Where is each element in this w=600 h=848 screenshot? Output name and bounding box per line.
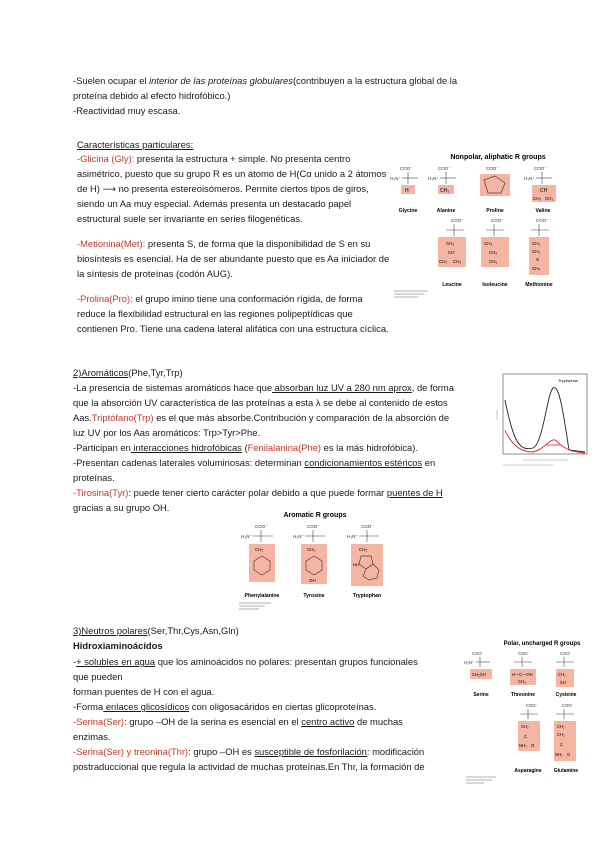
figure-polar-title: Polar, uncharged R groups bbox=[503, 641, 581, 647]
nh2-label: NH₂ bbox=[555, 752, 563, 757]
neutros-line-2: que pueden bbox=[73, 671, 123, 682]
label-tyrosine: Tyrosine bbox=[303, 593, 325, 599]
red-text: -Serina(Ser) bbox=[73, 716, 125, 727]
ch2oh-label: CH₂OH bbox=[472, 672, 486, 677]
underlined-text: + solubles en agua bbox=[76, 656, 156, 667]
neutros-line-4 bbox=[73, 700, 376, 713]
coo-label: COO⁻ bbox=[361, 524, 374, 529]
neutros-line-7 bbox=[73, 745, 424, 758]
gly-name: -Glicina (Gly): bbox=[77, 153, 135, 164]
coo-label: COO⁻ bbox=[307, 524, 320, 529]
intro-text: (contribuyen a la estructura global de la bbox=[292, 75, 458, 86]
ch3-label: CH₃ bbox=[545, 196, 554, 201]
intro-line-1 bbox=[73, 74, 457, 87]
ch-label: CH bbox=[540, 188, 548, 194]
underlined-text: puentes de H bbox=[386, 487, 443, 498]
underlined-text: absorban luz UV a 280 nm aprox bbox=[272, 382, 412, 393]
sh-label: SH bbox=[560, 680, 566, 685]
ch2-label: CH₂ bbox=[255, 547, 264, 552]
label-asparagine: Asparagine bbox=[514, 768, 542, 774]
figure-polar-uncharged bbox=[462, 637, 596, 787]
arom-line-1 bbox=[73, 381, 454, 394]
label-alanine: Alanine bbox=[436, 208, 456, 214]
pro-name: -Prolina(Pro): bbox=[77, 293, 133, 304]
gly-line-5: estructural suele ser invariante en series filogenéticas. bbox=[77, 213, 303, 224]
ch2-label: CH₂ bbox=[521, 724, 529, 729]
ch2-label: CH₂ bbox=[558, 672, 566, 677]
heading-subtitle: (Ser,Thr,Cys,Asn,Gln) bbox=[147, 625, 239, 636]
underlined-text: enlaces glicosídicos bbox=[103, 701, 190, 712]
ch3-label: CH₃ bbox=[484, 241, 493, 246]
red-text: Fenilalanina(Phe) bbox=[247, 442, 322, 453]
text: -Forma bbox=[73, 701, 104, 712]
c-label: C bbox=[524, 734, 528, 739]
ch2-label: CH₂ bbox=[489, 250, 498, 255]
ch3-label: CH₃ bbox=[453, 259, 462, 264]
text: con oligosacáridos en ciertas glicoproteínas. bbox=[189, 701, 377, 712]
coo-label: COO⁻ bbox=[451, 218, 464, 223]
coo-label: COO⁻ bbox=[491, 218, 504, 223]
coo-label: COO⁻ bbox=[534, 166, 547, 171]
section-heading-neutros bbox=[73, 624, 239, 637]
heading-subtitle: (Phe,Tyr,Trp) bbox=[128, 367, 183, 378]
met-name: -Metionina(Met): bbox=[77, 238, 146, 249]
underlined-text: condicionamientos estéricos bbox=[304, 457, 423, 468]
label-leucine: Leucine bbox=[442, 282, 462, 288]
nh2-label: NH₂ bbox=[519, 743, 527, 748]
ch3-label: CH₃ bbox=[518, 679, 526, 684]
gly-text: presenta la estructura + simple. No presenta centro bbox=[134, 153, 351, 164]
ch3-label: CH₃ bbox=[489, 259, 498, 264]
ch3-label: CH₃ bbox=[440, 188, 450, 194]
text: -Presentan cadenas laterales voluminosas: determinan bbox=[73, 457, 305, 468]
ch2-label: CH₂ bbox=[307, 547, 316, 552]
pro-line-2: reduce la flexibilidad estructural en las regiones polipeptídicas que bbox=[77, 308, 353, 319]
coo-label: COO⁻ bbox=[562, 703, 574, 708]
label-methionine: Methionine bbox=[525, 282, 553, 288]
oh-label: OH bbox=[309, 578, 316, 583]
c-label: C bbox=[560, 742, 564, 747]
pro-line-3: contienen Pro. Tiene una cadena lateral alifática con una estructura cíclica. bbox=[77, 323, 389, 334]
arom-line-6 bbox=[73, 456, 435, 469]
arom-line-9: gracias a su grupo OH. bbox=[73, 502, 170, 513]
arom-line-2: que la absorción UV característica de las proteínas a esta λ se debe al contenido de estos bbox=[73, 397, 448, 408]
pro-line-1 bbox=[77, 292, 363, 305]
figure-nonpolar-title: Nonpolar, aliphatic R groups bbox=[450, 154, 546, 161]
label-glycine: Glycine bbox=[398, 208, 418, 214]
figure-nonpolar-aliphatic bbox=[388, 150, 578, 310]
ch2-label: CH₂ bbox=[532, 249, 541, 254]
arom-line-8 bbox=[73, 486, 443, 499]
subheading-hidroxiaminoacidos: Hidroxiaminoácidos bbox=[73, 640, 163, 651]
text: : modificación bbox=[366, 746, 425, 757]
text: : puede tener cierto carácter polar debido a que puede formar bbox=[128, 487, 387, 498]
h3n-label: H₃N⁺ bbox=[428, 176, 439, 181]
label-isoleucine: Isoleucine bbox=[482, 282, 508, 288]
ch2-label: CH₂ bbox=[532, 241, 541, 246]
label-threonine: Threonine bbox=[510, 692, 536, 698]
pro-text: el grupo imino tiene una conformación rígida, de forma bbox=[132, 293, 363, 304]
arom-line-7: proteínas. bbox=[73, 472, 115, 483]
ch2-label: CH₂ bbox=[359, 547, 368, 552]
section-heading-particulares: Características particulares: bbox=[77, 139, 194, 150]
text: en bbox=[422, 457, 436, 468]
legend-tyrosine: Tyrosine bbox=[545, 442, 561, 447]
legend-tryptophan: Tryptophan bbox=[558, 378, 579, 383]
neutros-line-3: forman puentes de H con el agua. bbox=[73, 686, 215, 697]
heading-title: Aromáticos bbox=[81, 367, 129, 378]
o-label: O bbox=[567, 752, 571, 757]
hcoh-label: H—C—OH bbox=[512, 672, 533, 677]
arom-line-5 bbox=[73, 441, 418, 454]
label-phenylalanine: Phenylalanine bbox=[244, 593, 280, 599]
label-cysteine: Cysteine bbox=[555, 692, 577, 698]
figure-aromatic-r-groups bbox=[235, 508, 395, 616]
coo-label: COO⁻ bbox=[255, 524, 268, 529]
coo-label: COO⁻ bbox=[438, 166, 451, 171]
text: : grupo –OH de la serina es esencial en el bbox=[124, 716, 302, 727]
h3n-label: H₃N⁺ bbox=[241, 534, 252, 539]
gly-line-3: de H) ⟶ no presenta estereoisómeros. Permite ciertos tipos de giros, bbox=[77, 183, 369, 194]
neutros-line-8: postraduccional que regula la actividad de muchas proteínas.En Thr, la formación de bbox=[73, 761, 425, 772]
coo-label: COO⁻ bbox=[518, 651, 530, 656]
label-tryptophan: Tryptophan bbox=[352, 593, 382, 599]
met-text: presenta S, de forma que la disponibilidad de S en su bbox=[145, 238, 371, 249]
met-line-2: biosíntesis es esencial. Ha de ser abundante puesto que es Aa iniciador de bbox=[77, 253, 390, 264]
arom-line-3 bbox=[73, 411, 449, 424]
text: -Participan en bbox=[73, 442, 131, 453]
h3n-label: H₃N⁺ bbox=[390, 176, 401, 181]
coo-label: COO⁻ bbox=[560, 651, 572, 656]
red-text: -Serina(Ser) y treonina(Thr) bbox=[73, 746, 189, 757]
label-proline: Proline bbox=[486, 208, 504, 214]
text: , de forma bbox=[411, 382, 454, 393]
h3n-label: H₃N⁺ bbox=[524, 176, 535, 181]
ch-label: CH bbox=[448, 250, 455, 255]
ch2-label: CH₂ bbox=[446, 241, 455, 246]
coo-label: COO⁻ bbox=[400, 166, 413, 171]
coo-label: COO⁻ bbox=[526, 703, 538, 708]
s-label: S bbox=[536, 257, 540, 262]
intro-text: -Suelen ocupar el bbox=[73, 75, 150, 86]
nh-label: NH bbox=[353, 562, 359, 567]
gly-line-1 bbox=[77, 152, 350, 165]
o-label: O bbox=[531, 743, 535, 748]
label-glutamine: Glutamine bbox=[553, 768, 579, 774]
section-heading-aromaticos bbox=[73, 366, 183, 379]
heading-title: Neutros polares bbox=[81, 625, 148, 636]
text: que los aminoácidos no polares: presentan grupos funcionales bbox=[155, 656, 418, 667]
coo-label: COO⁻ bbox=[486, 166, 499, 171]
figure-aromatic-title: Aromatic R groups bbox=[283, 512, 347, 519]
figure-uv-absorbance bbox=[493, 370, 591, 470]
h3n-label: H₃N⁺ bbox=[347, 534, 358, 539]
intro-line-3: -Reactividad muy escasa. bbox=[73, 105, 181, 116]
intro-line-2: proteína debido al efecto hidrofóbico.) bbox=[73, 90, 231, 101]
text: -La presencia de sistemas aromáticos hace que bbox=[73, 382, 273, 393]
h3n-label: H₃N⁺ bbox=[293, 534, 304, 539]
label-valine: Valine bbox=[535, 208, 551, 214]
text: es el que más absorbe.Contribución y comparación de la absorción de bbox=[153, 412, 450, 423]
coo-label: COO⁻ bbox=[472, 651, 484, 656]
neutros-line-1 bbox=[73, 655, 418, 668]
text: - bbox=[73, 656, 77, 667]
text: Aas. bbox=[73, 412, 92, 423]
red-text: -Tirosina(Tyr) bbox=[73, 487, 129, 498]
h3n-label: H₃N⁺ bbox=[464, 660, 474, 665]
text: ( bbox=[241, 442, 248, 453]
ch3-label: CH₃ bbox=[533, 196, 542, 201]
neutros-line-6: enzimas. bbox=[73, 731, 111, 742]
underlined-text: susceptible de fosforilación bbox=[254, 746, 367, 757]
intro-italic: interior de las proteínas globulares bbox=[149, 75, 293, 86]
underlined-text: centro activo bbox=[301, 716, 355, 727]
label-serine: Serine bbox=[473, 692, 489, 698]
ch3-label: CH₃ bbox=[439, 259, 448, 264]
heading-number: 3) bbox=[73, 625, 82, 636]
gly-line-4: siendo un Aa muy especial. Además presenta un destacado papel bbox=[77, 198, 352, 209]
coo-label: COO⁻ bbox=[536, 218, 549, 223]
heading-number: 2) bbox=[73, 367, 82, 378]
met-line-1 bbox=[77, 237, 370, 250]
ch3-label: CH₃ bbox=[532, 266, 541, 271]
neutros-line-5 bbox=[73, 715, 403, 728]
met-line-3: la síntesis de proteínas (codón AUG). bbox=[77, 268, 233, 279]
ch2-label: CH₂ bbox=[557, 724, 565, 729]
arom-line-4: luz UV por los Aas aromáticos: Trp>Tyr>Phe. bbox=[73, 427, 261, 438]
text: : grupo –OH es bbox=[188, 746, 255, 757]
red-text: Triptófano(Trp) bbox=[91, 412, 154, 423]
underlined-text: interacciones hidrofóbicas bbox=[130, 442, 242, 453]
text: de muchas bbox=[354, 716, 403, 727]
gly-line-2: asimétrico, puesto que su grupo R es un átomo de H(Cα unido a 2 átomos bbox=[77, 168, 387, 179]
h-label: H bbox=[405, 188, 409, 194]
text: es la más hidrofóbica). bbox=[321, 442, 418, 453]
ch2-label: CH₂ bbox=[557, 732, 565, 737]
